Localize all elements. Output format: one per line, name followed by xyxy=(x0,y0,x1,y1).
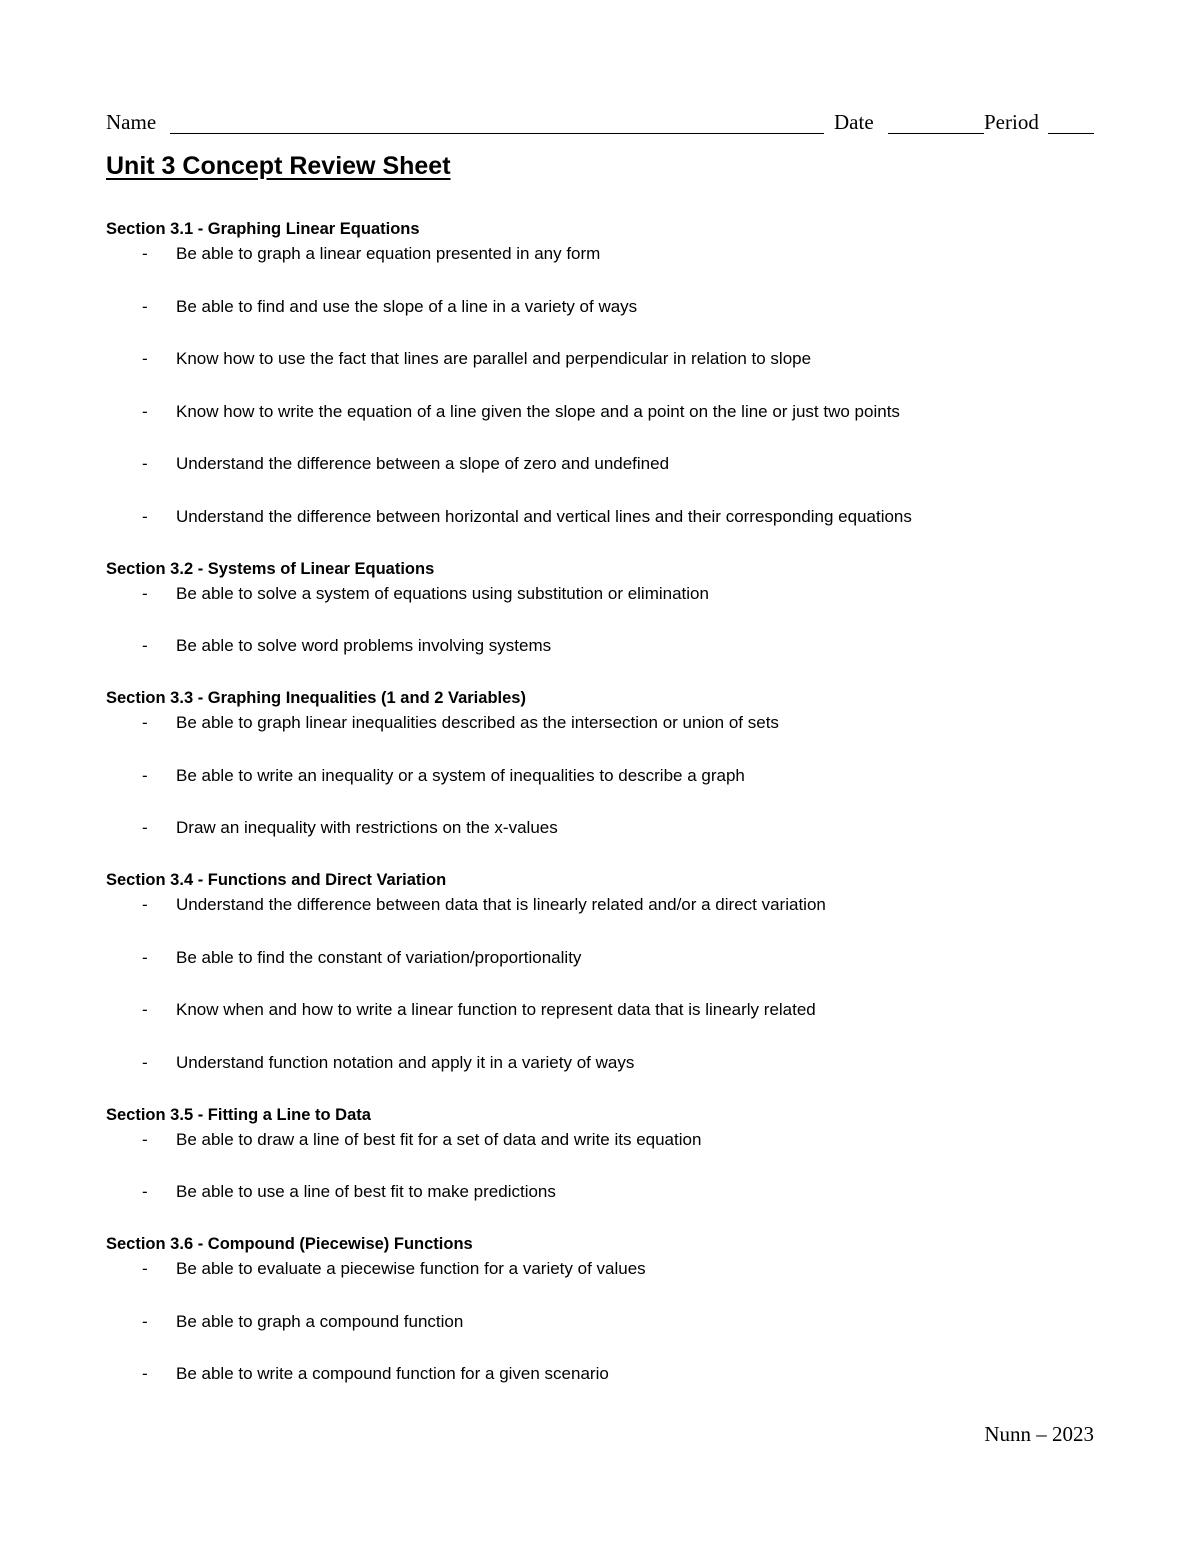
list-item-text: Be able to write an inequality or a system of inequalities to describe a graph xyxy=(176,765,745,785)
item-spacer xyxy=(106,971,1106,998)
list-item-text: Understand the difference between a slope of zero and undefined xyxy=(176,454,670,473)
section-block xyxy=(106,1103,1106,1206)
list-item xyxy=(106,346,1106,372)
list-item-text: Be able to find and use the slope of a line in a variety of ways xyxy=(176,296,638,316)
list-item-text: Draw an inequality with restrictions on the x-values xyxy=(176,818,558,837)
list-item-text: Know when and how to write a linear function to represent data that is linearly related xyxy=(176,1000,816,1019)
dash-bullet: - xyxy=(142,583,148,603)
section-block xyxy=(106,217,1106,530)
period-blank[interactable] xyxy=(1048,133,1094,134)
list-item-text: Know how to write the equation of a line given the slope and a point on the line or just two points xyxy=(176,401,900,421)
item-spacer xyxy=(106,918,1106,945)
list-item xyxy=(106,1127,1106,1153)
list-item xyxy=(106,1309,1106,1335)
dash-bullet: - xyxy=(142,1259,148,1278)
list-item-text: Be able to solve word problems involving systems xyxy=(176,636,552,655)
list-item xyxy=(106,581,1106,607)
list-item-text: Understand the difference between data that is linearly related and/or a direct variation xyxy=(176,895,826,914)
list-item-text: Be able to evaluate a piecewise function for a variety of values xyxy=(176,1259,646,1278)
name-label: Name xyxy=(106,110,157,134)
list-item xyxy=(106,763,1106,789)
list-item xyxy=(106,399,1106,425)
section-title: Section 3.3 - Graphing Inequalities (1 and 2 Variables) xyxy=(106,689,526,707)
dash-bullet: - xyxy=(142,244,148,263)
name-blank[interactable] xyxy=(170,133,824,134)
list-item-text: Be able to graph linear inequalities described as the intersection or union of sets xyxy=(176,713,779,732)
section-block xyxy=(106,557,1106,660)
section-title: Section 3.6 - Compound (Piecewise) Functions xyxy=(106,1235,473,1253)
item-spacer xyxy=(106,320,1106,347)
section-title: Section 3.4 - Functions and Direct Variation xyxy=(106,871,447,889)
header-line xyxy=(106,108,1096,138)
item-spacer xyxy=(106,1282,1106,1309)
list-item-text: Understand function notation and apply it in a variety of ways xyxy=(176,1052,635,1072)
list-item xyxy=(106,504,1106,530)
item-spacer xyxy=(106,1335,1106,1362)
page-title: Unit 3 Concept Review Sheet xyxy=(106,152,451,180)
section-spacer xyxy=(106,530,1106,557)
section-spacer xyxy=(106,1076,1106,1103)
list-item-text: Be able to write a compound function for a given scenario xyxy=(176,1364,609,1383)
item-spacer xyxy=(106,789,1106,816)
dash-bullet: - xyxy=(142,818,148,837)
dash-bullet: - xyxy=(142,636,148,655)
section-spacer xyxy=(106,841,1106,868)
dash-bullet: - xyxy=(142,1000,148,1019)
dash-bullet: - xyxy=(142,506,148,526)
dash-bullet: - xyxy=(142,296,148,316)
list-item xyxy=(106,945,1106,971)
dash-bullet: - xyxy=(142,895,148,914)
dash-bullet: - xyxy=(142,349,148,368)
item-spacer xyxy=(106,372,1106,399)
dash-bullet: - xyxy=(142,401,148,421)
list-item xyxy=(106,1179,1106,1205)
section-block xyxy=(106,1232,1106,1387)
dash-bullet: - xyxy=(142,765,148,785)
list-item-text: Be able to graph a compound function xyxy=(176,1311,464,1331)
item-spacer xyxy=(106,267,1106,294)
list-item xyxy=(106,1361,1106,1387)
section-block xyxy=(106,686,1106,841)
dash-bullet: - xyxy=(142,1052,148,1072)
period-label: Period xyxy=(984,110,1039,134)
list-item xyxy=(106,1050,1106,1076)
list-item-text: Be able to solve a system of equations using substitution or elimination xyxy=(176,583,709,603)
dash-bullet: - xyxy=(142,947,148,967)
item-spacer xyxy=(106,477,1106,504)
date-label: Date xyxy=(834,110,874,134)
dash-bullet: - xyxy=(142,1311,148,1331)
list-item xyxy=(106,892,1106,918)
list-item xyxy=(106,451,1106,477)
section-spacer xyxy=(106,659,1106,686)
section-title: Section 3.2 - Systems of Linear Equations xyxy=(106,559,435,578)
sections-list xyxy=(106,217,1106,1387)
list-item xyxy=(106,294,1106,320)
section-block xyxy=(106,868,1106,1076)
dash-bullet: - xyxy=(142,1129,148,1149)
dash-bullet: - xyxy=(142,713,148,732)
section-spacer xyxy=(106,1205,1106,1232)
item-spacer xyxy=(106,607,1106,634)
list-item-text: Know how to use the fact that lines are parallel and perpendicular in relation to slope xyxy=(176,349,812,368)
list-item xyxy=(106,710,1106,736)
list-item-text: Understand the difference between horizontal and vertical lines and their corresponding equations xyxy=(176,506,912,526)
dash-bullet: - xyxy=(142,1364,148,1383)
list-item-text: Be able to use a line of best fit to make predictions xyxy=(176,1182,556,1201)
dash-bullet: - xyxy=(142,1182,148,1201)
item-spacer xyxy=(106,1153,1106,1180)
list-item-text: Be able to draw a line of best fit for a set of data and write its equation xyxy=(176,1129,702,1149)
list-item xyxy=(106,1256,1106,1282)
list-item-text: Be able to graph a linear equation presented in any form xyxy=(176,244,601,263)
item-spacer xyxy=(106,425,1106,452)
list-item xyxy=(106,241,1106,267)
list-item xyxy=(106,633,1106,659)
item-spacer xyxy=(106,1023,1106,1050)
section-title: Section 3.1 - Graphing Linear Equations xyxy=(106,220,420,238)
footer-author-year: Nunn – 2023 xyxy=(984,1422,1094,1446)
section-title: Section 3.5 - Fitting a Line to Data xyxy=(106,1105,371,1124)
list-item xyxy=(106,997,1106,1023)
dash-bullet: - xyxy=(142,454,148,473)
list-item xyxy=(106,815,1106,841)
item-spacer xyxy=(106,736,1106,763)
date-blank[interactable] xyxy=(888,133,984,134)
list-item-text: Be able to find the constant of variation/proportionality xyxy=(176,947,582,967)
